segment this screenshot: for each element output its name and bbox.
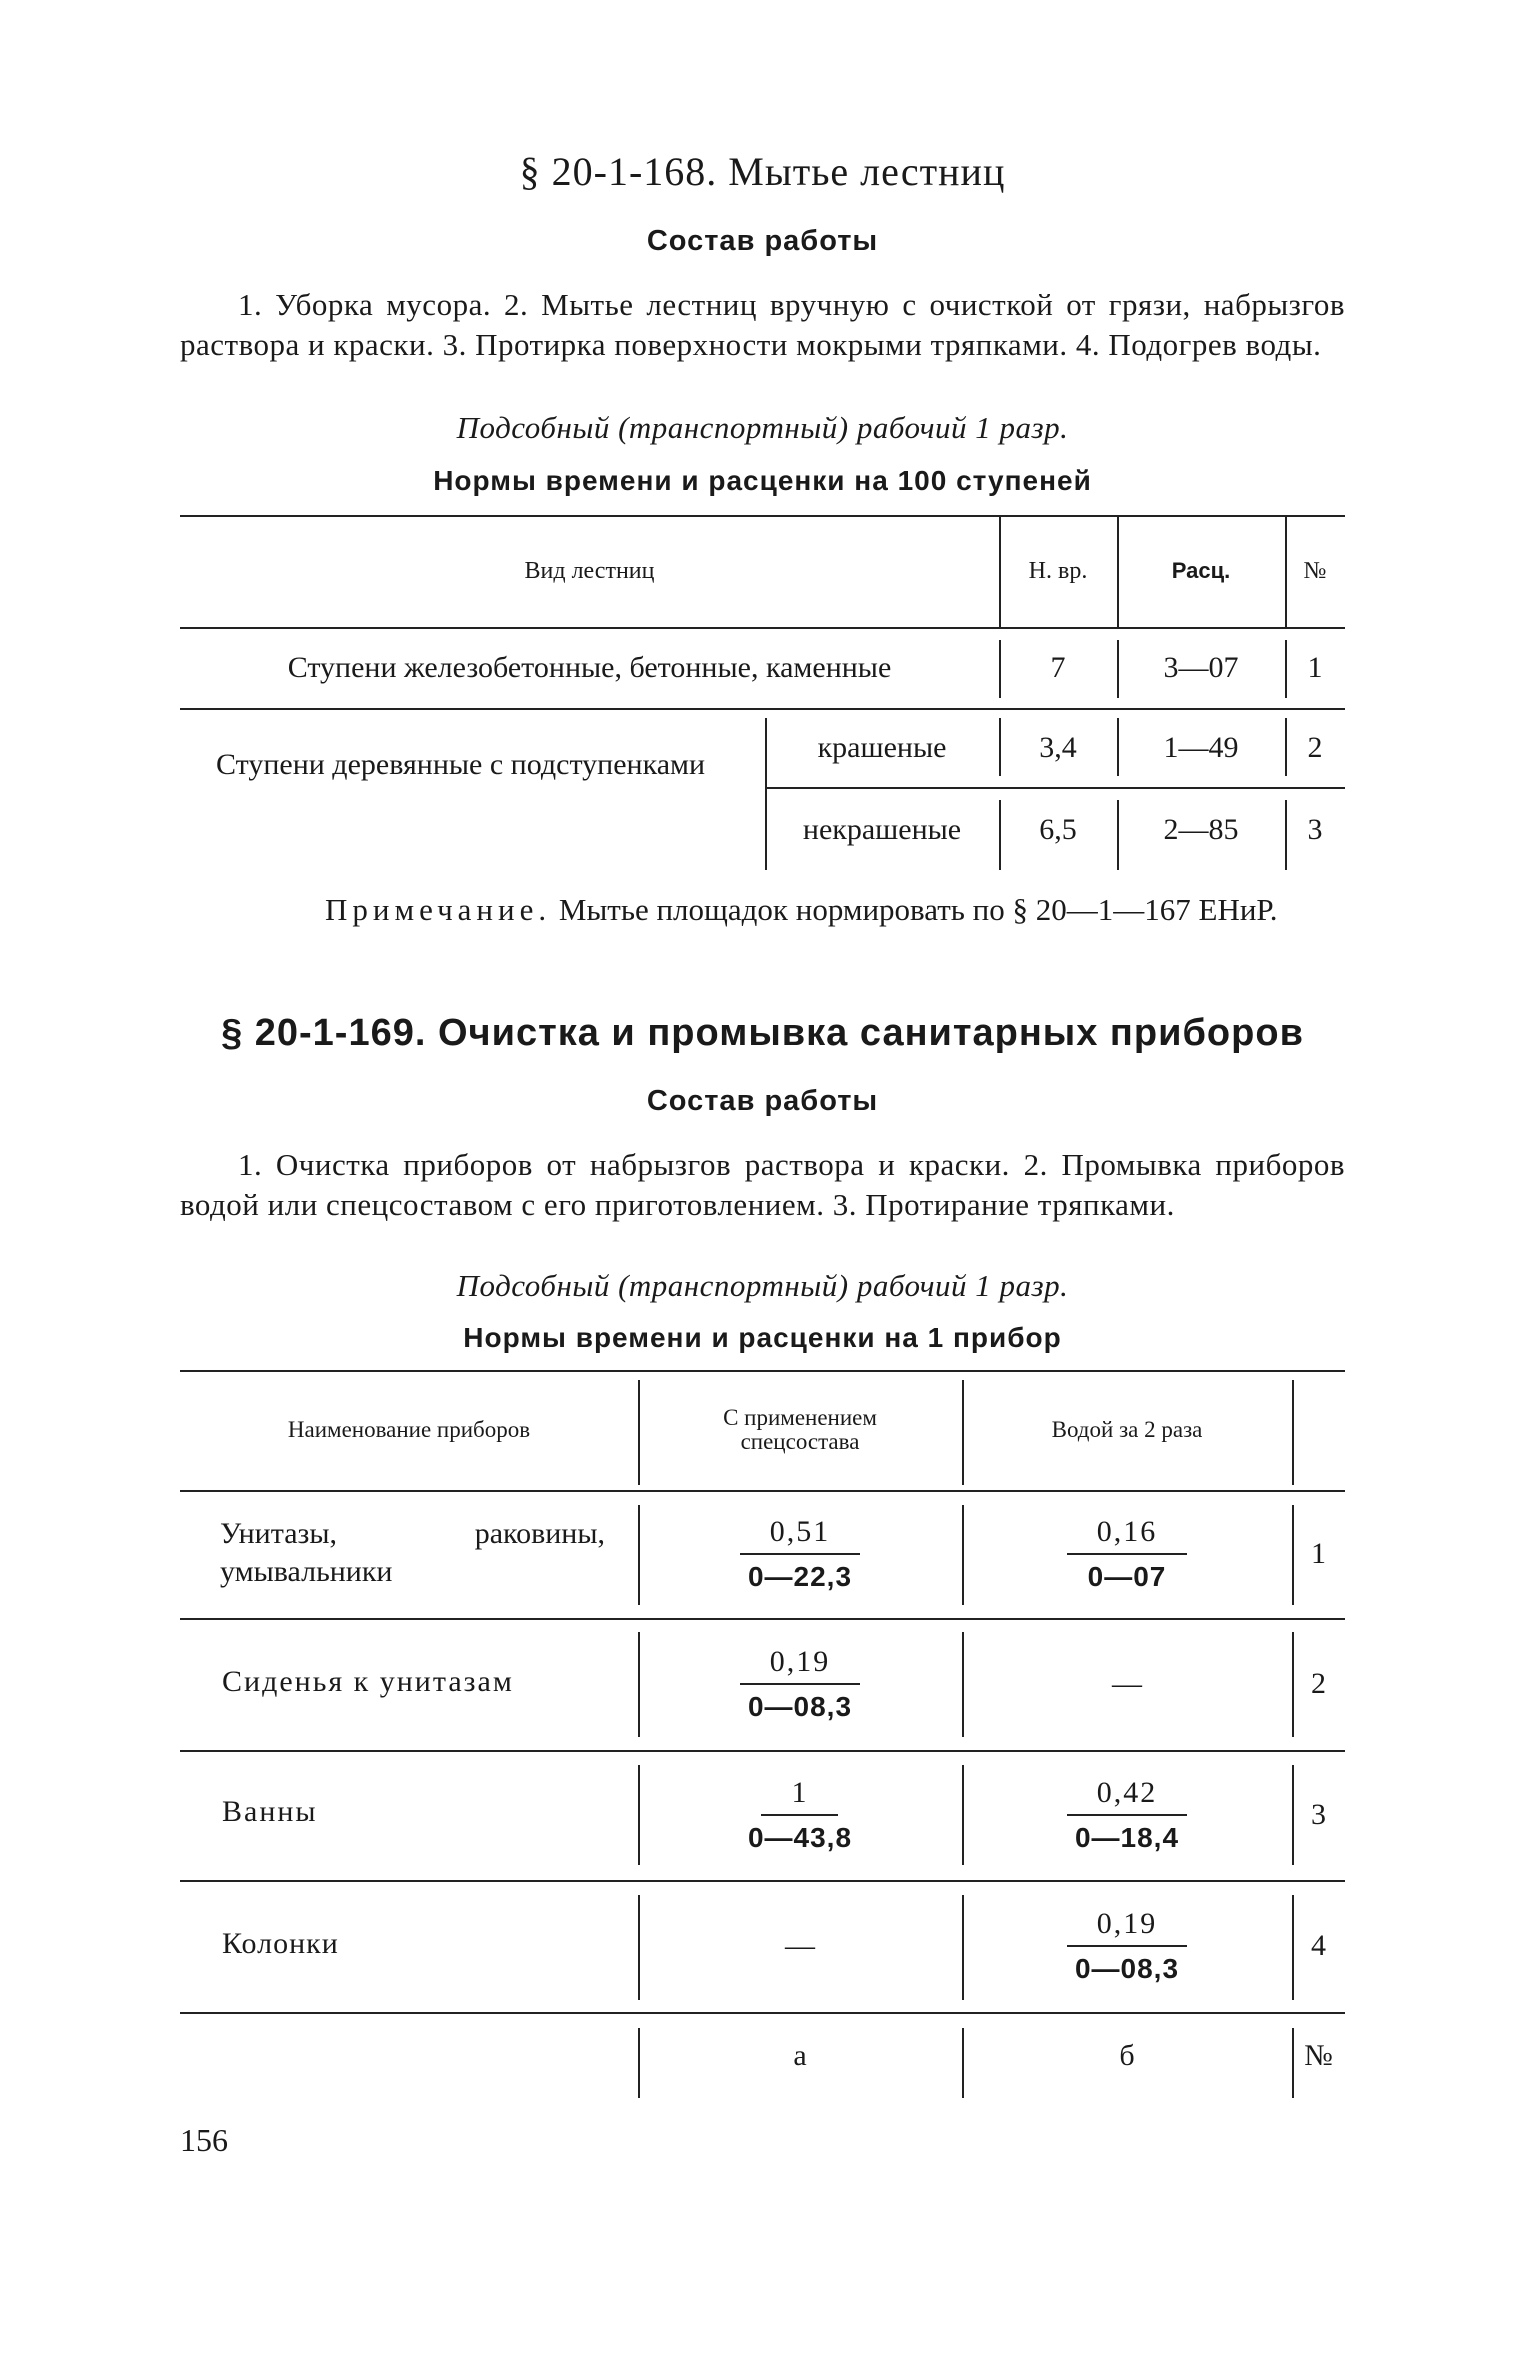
row4-number: 4 xyxy=(1311,1929,1326,1962)
row3-number: 3 xyxy=(1307,812,1323,846)
row2-price: 1—49 xyxy=(1163,730,1239,764)
row3-price: 2—85 xyxy=(1163,812,1239,846)
row1-special-price: 0—22,3 xyxy=(747,1561,853,1592)
row3-label: некрашеные xyxy=(802,812,962,846)
row3-special-value xyxy=(638,1750,962,1880)
row2-special-value xyxy=(638,1618,962,1750)
header-fixture-name: Наименование приборов xyxy=(287,1417,531,1442)
section-title: § 20-1-168. Мытье лестниц xyxy=(519,149,1006,194)
work-heading: Состав работы xyxy=(646,225,879,257)
work-text: 1. Уборка мусора. 2. Мытье лестниц вручную с очисткой от грязи, набрызгов раствора и краски. 3. Протирка поверхности мокрыми тряпками. 4. Подогрев воды. xyxy=(180,287,1345,362)
row3-name: Ванны xyxy=(222,1795,318,1828)
row1-label: Ступени железобетонные, бетонные, каменные xyxy=(287,650,892,684)
row2-number: 2 xyxy=(1311,1667,1326,1700)
norms-heading: Нормы времени и расценки на 1 прибор xyxy=(463,1322,1062,1353)
row2-time: 3,4 xyxy=(1039,730,1077,764)
row3-time: 6,5 xyxy=(1039,812,1077,846)
row3-number: 3 xyxy=(1311,1798,1326,1831)
row1-number: 1 xyxy=(1307,650,1323,684)
row1-special-time: 0,51 xyxy=(740,1515,861,1555)
header-number: № xyxy=(1303,557,1327,584)
footer-column-a: а xyxy=(793,2039,807,2072)
row4-water-value xyxy=(962,1880,1292,2012)
work-text: 1. Очистка приборов от набрызгов раствора и краски. 2. Промывка приборов водой или спецсоставом с его приготовлением. 3. Протирание тряпками. xyxy=(180,1147,1345,1222)
section-title: § 20-1-169. Очистка и промывка санитарных приборов xyxy=(221,1012,1304,1054)
row1-price: 3—07 xyxy=(1163,650,1239,684)
row2-name: Сиденья к унитазам xyxy=(222,1665,514,1698)
row1-special-value xyxy=(638,1490,962,1618)
row2-group-label: Ступени деревянные с подступенками xyxy=(216,748,706,781)
row4-name: Колонки xyxy=(222,1927,339,1960)
row1-water-price: 0—07 xyxy=(1087,1561,1167,1592)
row3-water-price: 0—18,4 xyxy=(1074,1822,1180,1853)
worker-category: Подсобный (транспортный) рабочий 1 разр. xyxy=(456,410,1069,445)
row3-water-value xyxy=(962,1750,1292,1880)
header-water-twice: Водой за 2 раза xyxy=(1051,1417,1203,1442)
header-stair-type: Вид лестниц xyxy=(524,557,655,584)
stairs-norms-table xyxy=(180,515,1345,875)
footer-number: № xyxy=(1304,2039,1333,2072)
row4-special-dash: — xyxy=(785,1929,815,1962)
row1-time: 7 xyxy=(1050,650,1066,684)
row1-name: Унитазы, раковины, умывальники xyxy=(220,1517,605,1588)
work-heading: Состав работы xyxy=(646,1085,879,1117)
row1-water-time: 0,16 xyxy=(1067,1515,1188,1555)
row2-special-price: 0—08,3 xyxy=(747,1691,853,1722)
row2-label: крашеные xyxy=(817,730,947,764)
row4-water-price: 0—08,3 xyxy=(1074,1953,1180,1984)
row2-number: 2 xyxy=(1307,730,1323,764)
note xyxy=(180,890,1345,930)
row1-number: 1 xyxy=(1311,1537,1326,1570)
norms-heading: Нормы времени и расценки на 100 ступеней xyxy=(433,465,1092,496)
row3-special-price: 0—43,8 xyxy=(747,1822,853,1853)
note-text: Мытье площадок нормировать по § 20—1—167 ЕНиР. xyxy=(558,892,1278,927)
row4-water-time: 0,19 xyxy=(1067,1907,1188,1947)
header-time-norm: Н. вр. xyxy=(1028,557,1088,584)
footer-column-b: б xyxy=(1119,2039,1135,2072)
page-number: 156 xyxy=(180,2122,228,2158)
row2-water-dash: — xyxy=(1112,1667,1142,1700)
row1-water-value xyxy=(962,1490,1292,1618)
row2-special-time: 0,19 xyxy=(740,1645,861,1685)
worker-category: Подсобный (транспортный) рабочий 1 разр. xyxy=(456,1268,1069,1303)
header-special-compound: С применением спецсостава xyxy=(723,1405,877,1454)
header-price: Расц. xyxy=(1171,558,1231,583)
row3-water-time: 0,42 xyxy=(1067,1776,1188,1816)
note-label: Примечание. xyxy=(325,892,552,927)
row3-special-time: 1 xyxy=(761,1776,838,1816)
fixtures-norms-table xyxy=(180,1370,1345,2100)
